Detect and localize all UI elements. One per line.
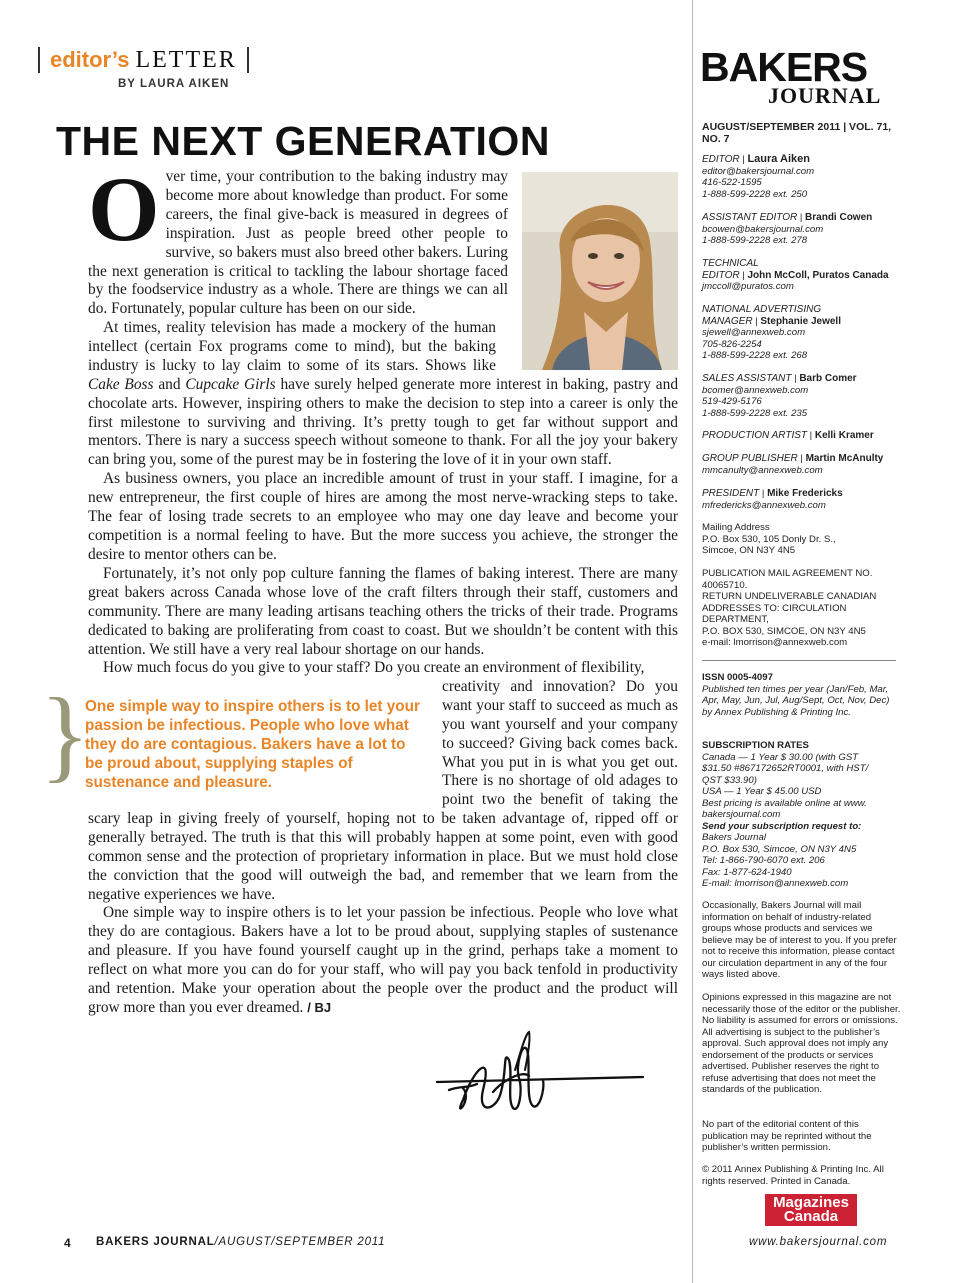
- masthead-mailing-address: [702, 522, 902, 557]
- issn-title: ISSN 0005-4097: [702, 672, 773, 683]
- article-paragraph-1: [88, 158, 508, 319]
- article-paragraph-4: Fortunately, it’s not only pop culture fanning the flames of baking interest. There are many great bakers across Canada whose love of the craft filters through their staff, customers and community. There are many leading artisans teaching others the tricks of their trade. Programs dedicated to baking are proliferating from coast to coast. But we shouldn’t be content with this attention. We still have a very real labour shortage on our hands.: [88, 565, 678, 658]
- group-publisher-email: mmcanulty@annexweb.com: [702, 464, 823, 476]
- subscription-line-3: QST $33.90): [702, 774, 757, 786]
- group-publisher-role: GROUP PUBLISHER: [702, 453, 798, 464]
- show-title-cake-boss: Cake Boss: [88, 375, 154, 393]
- group-publisher-name: Martin McAnulty: [805, 453, 884, 464]
- subscription-line-4: USA — 1 Year $ 45.00 USD: [702, 786, 822, 797]
- magazines-canada-badge: [765, 1194, 857, 1226]
- mailing-line-1: P.O. Box 530, 105 Donly Dr. S.,: [702, 533, 836, 545]
- masthead-editor: EDITOR | Laura Aiken editor@bakersjournal.com 416-522-1595 1-888-599-2228 ext. 250: [702, 153, 815, 200]
- badge-line-2: Canada: [783, 1208, 839, 1225]
- advertising-email: sjewell@annexweb.com: [702, 327, 806, 338]
- editor-email: editor@bakersjournal.com: [702, 165, 815, 177]
- footer-issue: /AUGUST/SEPTEMBER 2011: [214, 1236, 386, 1248]
- pubmail-line-4: ADDRESSES TO: CIRCULATION: [702, 602, 847, 614]
- masthead-assistant-editor: ASSISTANT EDITOR | Brandi Cowen bcowen@bakersjournal.com 1-888-599-2228 ext. 278: [702, 212, 873, 246]
- issue-volume: AUGUST/SEPTEMBER 2011 | VOL. 71, NO. 7: [702, 121, 892, 145]
- masthead-president: PRESIDENT | Mike Fredericks mfredericks@annexweb.com: [702, 488, 843, 511]
- masthead-opinions-note: Opinions expressed in this magazine are not necessarily those of the editor or the publisher. No liability is assumed for errors or omissions. All advertising is subject to the publisher’s approval. Such approval does not imply any endorsement of the products or services advertised. Publisher reserves the right to refuse advertising that does not meet the standards of the publication.: [702, 992, 901, 1095]
- president-email: mfredericks@annexweb.com: [702, 499, 826, 511]
- masthead-advertising: NATIONAL ADVERTISING MANAGER | Stephanie Jewell sjewell@annexweb.com 705-826-2254 1-888-599-2228 ext. 268: [702, 304, 841, 361]
- subscription-send-2: P.O. Box 530, Simcoe, ON N3Y 4N5: [702, 843, 857, 855]
- assistant-editor-role: ASSISTANT EDITOR: [702, 212, 798, 223]
- sales-role: SALES ASSISTANT: [702, 373, 792, 384]
- pubmail-line-3: RETURN UNDELIVERABLE CANADIAN: [702, 591, 877, 602]
- photo-wrap-space: [496, 319, 678, 375]
- editor-role: EDITOR: [702, 154, 740, 165]
- paragraph-2-text-b: have surely helped generate more interest in baking, pastry and chocolate arts. However, inspiring others to make the decision to step into a career is only the first milestone to surviving and thriving. It’s pretty tough to get far without support and mentors. There is nary a success speech without someone to thank. For all the joy your bakery can bring you, some of the purest may be in fostering the love of it in your own staff.: [88, 375, 679, 469]
- pubmail-line-6: P.O. BOX 530, SIMCOE, ON N3Y 4N5: [702, 625, 866, 637]
- sales-email: bcomer@annexweb.com: [702, 384, 809, 396]
- masthead-publication-mail: [702, 568, 902, 649]
- paragraph-1-text: ver time, your contribution to the baking industry may become more about knowledge than product. For some careers, the final give-back is measured in degrees of inspiration. Just as people breed other people to survive, so bakers must also breed other bakers. Luring the next generation is critical to tackling the labour shortage faced by the foodservice industry as a whole. There are things we can all do. Fortunately, popular culture has been on our side.: [88, 168, 508, 318]
- headline: THE NEXT GENERATION: [56, 118, 550, 164]
- footer-url: www.bakersjournal.com: [749, 1236, 888, 1248]
- masthead-group-publisher: GROUP PUBLISHER | Martin McAnulty mmcanulty@annexweb.com: [702, 453, 884, 476]
- assistant-editor-email: bcowen@bakersjournal.com: [702, 223, 824, 235]
- sign-off: / BJ: [307, 999, 332, 1015]
- section-label-editors: editor’s: [50, 47, 130, 72]
- pullquote: One simple way to inspire others is to let your passion be infectious. People who love what they do are contagious. Bakers have a lot to be proud about, supplying staples of sustenance and pleasure.: [85, 698, 420, 791]
- technical-editor-name: John McColl, Puratos Canada: [747, 269, 889, 281]
- byline: BY LAURA AIKEN: [118, 78, 230, 90]
- advertising-tollfree: 1-888-599-2228 ext. 268: [702, 350, 808, 361]
- masthead-issn: [702, 672, 902, 718]
- masthead-copyright: © 2011 Annex Publishing & Printing Inc. All rights reserved. Printed in Canada.: [702, 1164, 884, 1187]
- president-name: Mike Fredericks: [767, 488, 843, 499]
- paragraph-5-lead: How much focus do you give to your staff? Do you create an environment of flexibility,: [103, 659, 645, 676]
- pubmail-line-5: DEPARTMENT,: [702, 614, 769, 625]
- sales-name: Barb Comer: [799, 373, 857, 384]
- mailing-line-2: Simcoe, ON N3Y 4N5: [702, 545, 796, 556]
- subscription-send-3: Tel: 1-866-790-6070 ext. 206: [702, 855, 825, 866]
- technical-editor-role-1: TECHNICAL: [702, 258, 759, 269]
- article-paragraph-6: [88, 904, 678, 1017]
- paragraph-2-text-a: At times, reality television has made a mockery of the human intellect (certain Fox programs come to mind), but the baking industry is lucky to lay claim to some of its stars. Shows like: [88, 319, 496, 374]
- technical-editor-email: jmccoll@puratos.com: [702, 281, 794, 292]
- pubmail-line-1: PUBLICATION MAIL AGREEMENT NO.: [702, 568, 873, 579]
- paragraph-6-text: One simple way to inspire others is to let your passion be infectious. People who love what they do are contagious. Bakers have a lot to be proud about, supplying staples of sustenance and pleasure. If you have found yourself caught up in the grind, perhaps take a moment to reflect on what more you can do for your staff, who will pay you back tenfold in productivity and retention. Make your operation about the people over the product and the product will grow more than you ever dreamed.: [88, 904, 678, 1016]
- page-number: 4: [64, 1236, 71, 1250]
- editor-name: Laura Aiken: [747, 153, 810, 165]
- subscription-send-4: Fax: 1-877-624-1940: [702, 866, 792, 878]
- sales-phone: 519-429-5176: [702, 396, 762, 407]
- article-paragraph-2: [88, 319, 678, 470]
- masthead-occasionally-note: Occasionally, Bakers Journal will mail information on behalf of industry-related groups whose products and services we believe may be of interest to you. If you prefer not to receive this information, please contact our circulation department in any of the four ways listed above.: [702, 900, 897, 980]
- masthead-technical-editor: TECHNICAL EDITOR | John McColl, Puratos Canada jmccoll@puratos.com: [702, 258, 889, 292]
- badge-line-1: Magazines: [773, 1194, 849, 1211]
- masthead-no-part-note: No part of the editorial content of this publication may be reprinted without the publisher’s written permission.: [702, 1119, 872, 1153]
- masthead-rule: [702, 660, 896, 661]
- production-name: Kelli Kramer: [814, 430, 874, 441]
- issn-text: Published ten times per year (Jan/Feb, Mar, Apr, May, Jun, Jul, Aug/Sept, Oct, Nov, Dec) by Annex Publishing & Printing Inc.: [702, 683, 890, 718]
- logo-bakers: BAKERS: [700, 44, 868, 90]
- pubmail-line-2: 40065710.: [702, 579, 748, 591]
- masthead-production: PRODUCTION ARTIST | Kelli Kramer: [702, 430, 874, 441]
- footer-magazine-name: BAKERS JOURNAL: [96, 1236, 215, 1248]
- advertising-phone: 705-826-2254: [702, 338, 762, 350]
- divider-bar-right: [247, 47, 249, 73]
- president-role: PRESIDENT: [702, 488, 760, 499]
- advertising-role-2: MANAGER: [702, 315, 753, 327]
- divider-bar-left: [38, 47, 40, 73]
- advertising-role-1: NATIONAL ADVERTISING: [702, 304, 822, 315]
- assistant-editor-phone: 1-888-599-2228 ext. 278: [702, 235, 808, 246]
- sales-tollfree: 1-888-599-2228 ext. 235: [702, 407, 808, 419]
- subscription-line-1: Canada — 1 Year $ 30.00 (with GST: [702, 751, 859, 763]
- show-title-cupcake-girls: Cupcake Girls: [185, 375, 276, 393]
- drop-cap: O: [88, 158, 160, 260]
- editor-signature: [433, 1030, 663, 1122]
- technical-editor-role-2: EDITOR: [702, 269, 740, 281]
- paragraph-2-and: and: [153, 375, 186, 393]
- pubmail-line-7: e-mail: lmorrison@annexweb.com: [702, 637, 848, 648]
- column-divider: [692, 0, 693, 1283]
- bakers-journal-logo: [700, 46, 900, 110]
- paragraph-5-text: creativity and innovation? Do you want your staff to succeed as much as you want yourself and your company to succeed? Giving back comes back. What you put in is what you get out. There is no shortage of old adages to point two the benefit of taking the scary leap in giving freely of yourself, hoping not to be taken advantage of, ripped off or generally betrayed. The truth is that this will probably happen at some point, even with good common sense and the protection of proprietary information in place. But we must hold close the conviction that the good will outweigh the bad, and remember that we learn from the negative experiences we have.: [88, 677, 678, 903]
- masthead-sales: SALES ASSISTANT | Barb Comer bcomer@annexweb.com 519-429-5176 1-888-599-2228 ext. 235: [702, 373, 857, 419]
- subscription-line-6: bakersjournal.com: [702, 809, 781, 820]
- pullquote-brace: }: [40, 677, 90, 792]
- production-role: PRODUCTION ARTIST: [702, 430, 808, 441]
- section-label-letter: LETTER: [135, 46, 237, 73]
- editor-phone: 416-522-1595: [702, 177, 762, 188]
- logo-journal: JOURNAL: [768, 83, 882, 108]
- footer-publication: [96, 1236, 385, 1248]
- subscription-send-1: Bakers Journal: [702, 832, 766, 843]
- assistant-editor-name: Brandi Cowen: [805, 212, 873, 223]
- masthead-subscription: [702, 740, 902, 890]
- advertising-name: Stephanie Jewell: [760, 315, 841, 327]
- section-label: [38, 45, 249, 75]
- subscription-line-5: Best pricing is available online at www.: [702, 797, 867, 809]
- article-paragraph-3: As business owners, you place an incredible amount of trust in your staff. I imagine, for a new entrepreneur, the first couple of hires are among the most nerve-wracking steps to take. The fear of losing trade secrets to an employee who may one day leave and become your competition is a normal feeling to have. But the more success you achieve, the stronger the desire to mentor others can be.: [88, 470, 678, 563]
- mailing-title: Mailing Address: [702, 522, 770, 533]
- editor-tollfree: 1-888-599-2228 ext. 250: [702, 188, 808, 200]
- subscription-line-2: $31.50 #867172652RT0001, with HST/: [702, 763, 869, 774]
- subscription-send-5: E-mail: lmorrison@annexweb.com: [702, 878, 849, 889]
- subscription-send-title: Send your subscription request to:: [702, 820, 862, 832]
- subscription-title: SUBSCRIPTION RATES: [702, 740, 809, 751]
